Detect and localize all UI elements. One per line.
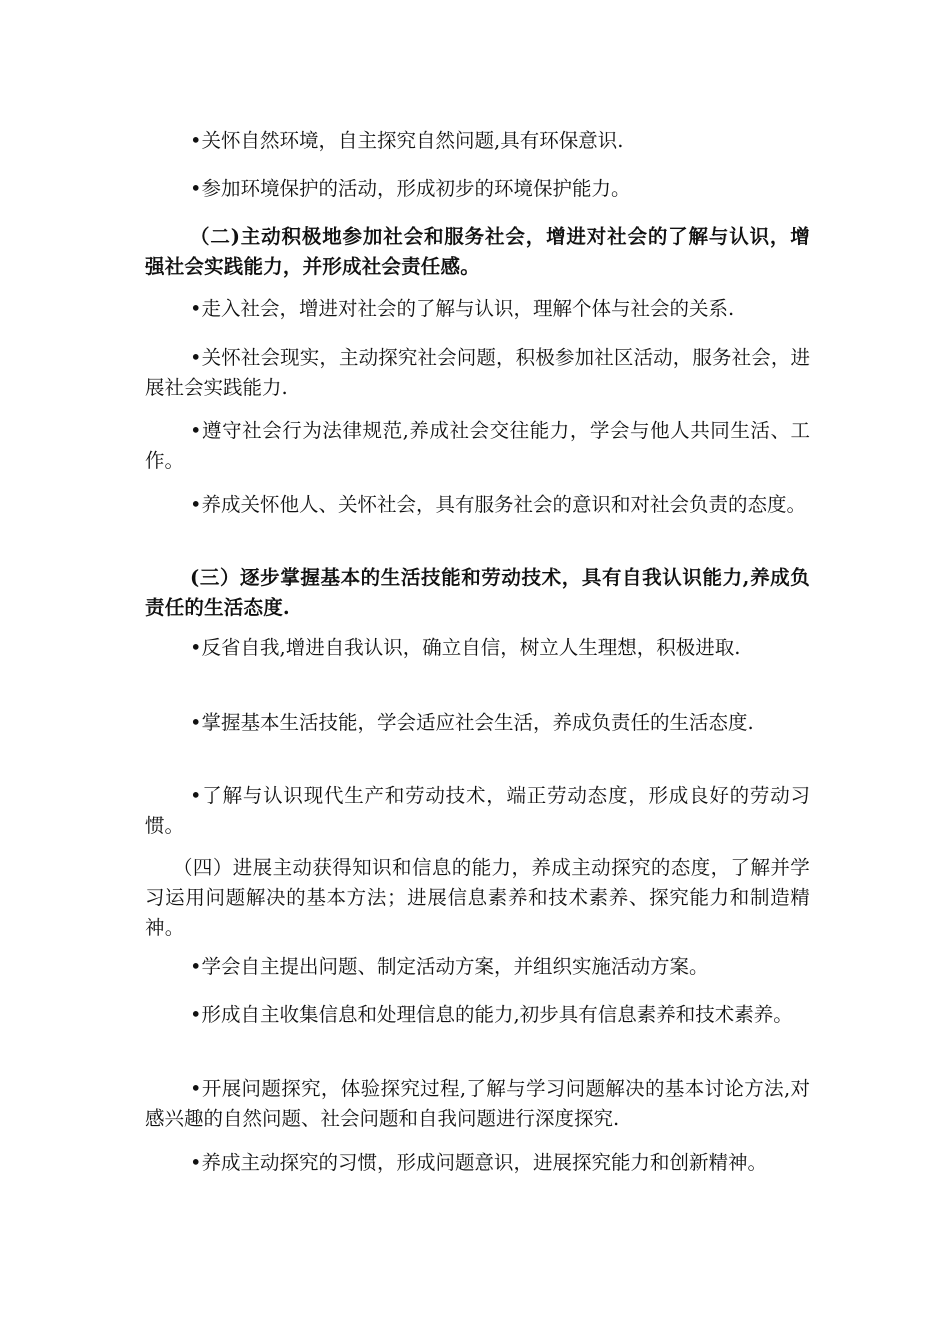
- bullet-problem-inquiry: •开展问题探究，体验探究过程,了解与学习问题解决的基本讨论方法,对感兴趣的自然问题、社会问题和自我问题进行深度探究.: [145, 1077, 810, 1130]
- section-heading-2: （二)主动积极地参加社会和服务社会，增进对社会的了解与认识，增强社会实践能力，并形成社会责任感。: [145, 225, 810, 278]
- bullet-social-norms: •遵守社会行为法律规范,养成社会交往能力，学会与他人共同生活、工作。: [145, 419, 810, 472]
- bullet-enter-society: •走入社会，增进对社会的了解与认识，理解个体与社会的关系.: [190, 297, 735, 320]
- bullet-environment-activities: •参加环境保护的活动，形成初步的环境保护能力。: [190, 177, 631, 200]
- bullet-nature-awareness: •关怀自然环境，自主探究自然问题,具有环保意识.: [190, 129, 624, 152]
- bullet-care-others: •养成关怀他人、关怀社会，具有服务社会的意识和对社会负责的态度。: [190, 493, 807, 516]
- bullet-information-literacy: •形成自主收集信息和处理信息的能力,初步具有信息素养和技术素养。: [190, 1003, 793, 1026]
- bullet-propose-questions: •学会自主提出问题、制定活动方案，并组织实施活动方案。: [190, 955, 709, 978]
- section-heading-3: (三）逐步掌握基本的生活技能和劳动技术，具有自我认识能力,养成负责任的生活态度.: [145, 566, 810, 619]
- bullet-social-reality: •关怀社会现实，主动探究社会问题，积极参加社区活动，服务社会，进展社会实践能力.: [145, 346, 810, 399]
- bullet-inquiry-habits: •养成主动探究的习惯，形成问题意识，进展探究能力和创新精神。: [190, 1151, 768, 1174]
- bullet-life-skills: •掌握基本生活技能，学会适应社会生活，养成负责任的生活态度.: [190, 711, 754, 734]
- bullet-self-reflection: •反省自我,增进自我认识，确立自信，树立人生理想，积极进取.: [190, 636, 741, 659]
- section-heading-4: （四）进展主动获得知识和信息的能力，养成主动探究的态度，了解并学习运用问题解决的基本方法；进展信息素养和技术素养、探究能力和制造精神。: [145, 856, 810, 939]
- bullet-labor-technology: •了解与认识现代生产和劳动技术，端正劳动态度，形成良好的劳动习惯。: [145, 784, 810, 837]
